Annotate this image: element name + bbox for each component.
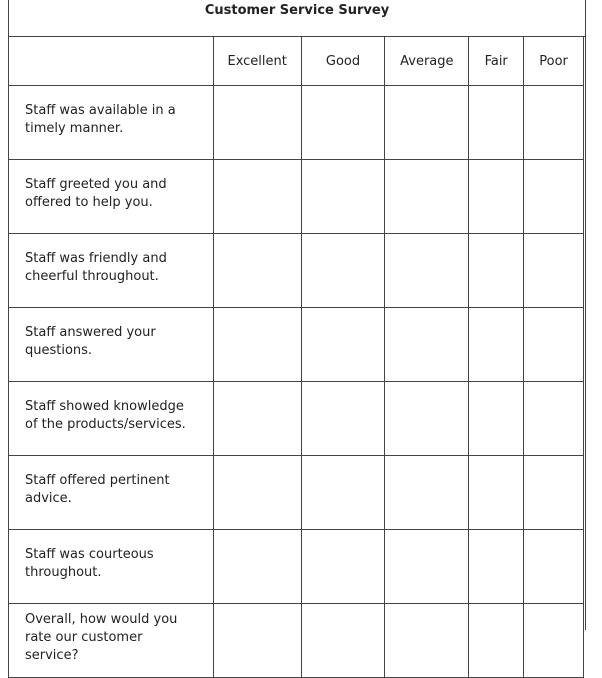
rating-cell-excellent[interactable] — [213, 160, 301, 234]
rating-cell-poor[interactable] — [524, 86, 584, 160]
rating-cell-fair[interactable] — [469, 530, 524, 604]
question-row — [9, 160, 584, 234]
rating-cell-poor[interactable] — [524, 234, 584, 308]
rating-cell-poor[interactable] — [524, 160, 584, 234]
question-row — [9, 604, 584, 678]
rating-cell-average[interactable] — [385, 382, 469, 456]
rating-cell-excellent[interactable] — [213, 308, 301, 382]
question-row — [9, 530, 584, 604]
survey-grid — [8, 36, 584, 678]
rating-cell-average[interactable] — [385, 234, 469, 308]
rating-cell-poor[interactable] — [524, 308, 584, 382]
rating-cell-good[interactable] — [301, 86, 385, 160]
rating-cell-fair[interactable] — [469, 382, 524, 456]
question-row — [9, 234, 584, 308]
rating-header-good: Good — [301, 37, 385, 86]
rating-cell-excellent[interactable] — [213, 456, 301, 530]
rating-cell-average[interactable] — [385, 86, 469, 160]
rating-cell-good[interactable] — [301, 308, 385, 382]
rating-header-average: Average — [385, 37, 469, 86]
question-label: Staff offered pertinent advice. — [9, 456, 214, 530]
question-header-blank — [9, 37, 214, 86]
question-label: Overall, how would you rate our customer service? — [9, 604, 214, 678]
question-label: Staff greeted you and offered to help you. — [9, 160, 214, 234]
rating-cell-poor[interactable] — [524, 456, 584, 530]
rating-header-excellent: Excellent — [213, 37, 301, 86]
survey-table — [8, 0, 586, 663]
survey-body — [9, 37, 584, 678]
question-row — [9, 308, 584, 382]
rating-cell-good[interactable] — [301, 234, 385, 308]
rating-cell-average[interactable] — [385, 456, 469, 530]
rating-cell-fair[interactable] — [469, 308, 524, 382]
rating-cell-average[interactable] — [385, 604, 469, 678]
question-label: Staff was friendly and cheerful throughout. — [9, 234, 214, 308]
rating-cell-fair[interactable] — [469, 604, 524, 678]
rating-cell-fair[interactable] — [469, 234, 524, 308]
question-row — [9, 86, 584, 160]
question-row — [9, 456, 584, 530]
rating-cell-average[interactable] — [385, 308, 469, 382]
rating-header-row — [9, 37, 584, 86]
rating-cell-good[interactable] — [301, 530, 385, 604]
rating-cell-excellent[interactable] — [213, 234, 301, 308]
rating-cell-fair[interactable] — [469, 456, 524, 530]
question-label: Staff was available in a timely manner. — [9, 86, 214, 160]
rating-header-fair: Fair — [469, 37, 524, 86]
rating-cell-fair[interactable] — [469, 160, 524, 234]
survey-title: Customer Service Survey — [9, 0, 585, 37]
rating-cell-average[interactable] — [385, 160, 469, 234]
rating-cell-good[interactable] — [301, 604, 385, 678]
rating-cell-good[interactable] — [301, 456, 385, 530]
rating-cell-poor[interactable] — [524, 604, 584, 678]
rating-cell-fair[interactable] — [469, 86, 524, 160]
rating-cell-good[interactable] — [301, 160, 385, 234]
rating-cell-excellent[interactable] — [213, 86, 301, 160]
rating-header-poor: Poor — [524, 37, 584, 86]
rating-cell-excellent[interactable] — [213, 604, 301, 678]
question-label: Staff showed knowledge of the products/services. — [9, 382, 214, 456]
rating-cell-excellent[interactable] — [213, 382, 301, 456]
rating-cell-excellent[interactable] — [213, 530, 301, 604]
rating-cell-poor[interactable] — [524, 530, 584, 604]
rating-cell-average[interactable] — [385, 530, 469, 604]
question-row — [9, 382, 584, 456]
rating-cell-good[interactable] — [301, 382, 385, 456]
question-label: Staff answered your questions. — [9, 308, 214, 382]
question-label: Staff was courteous throughout. — [9, 530, 214, 604]
rating-cell-poor[interactable] — [524, 382, 584, 456]
